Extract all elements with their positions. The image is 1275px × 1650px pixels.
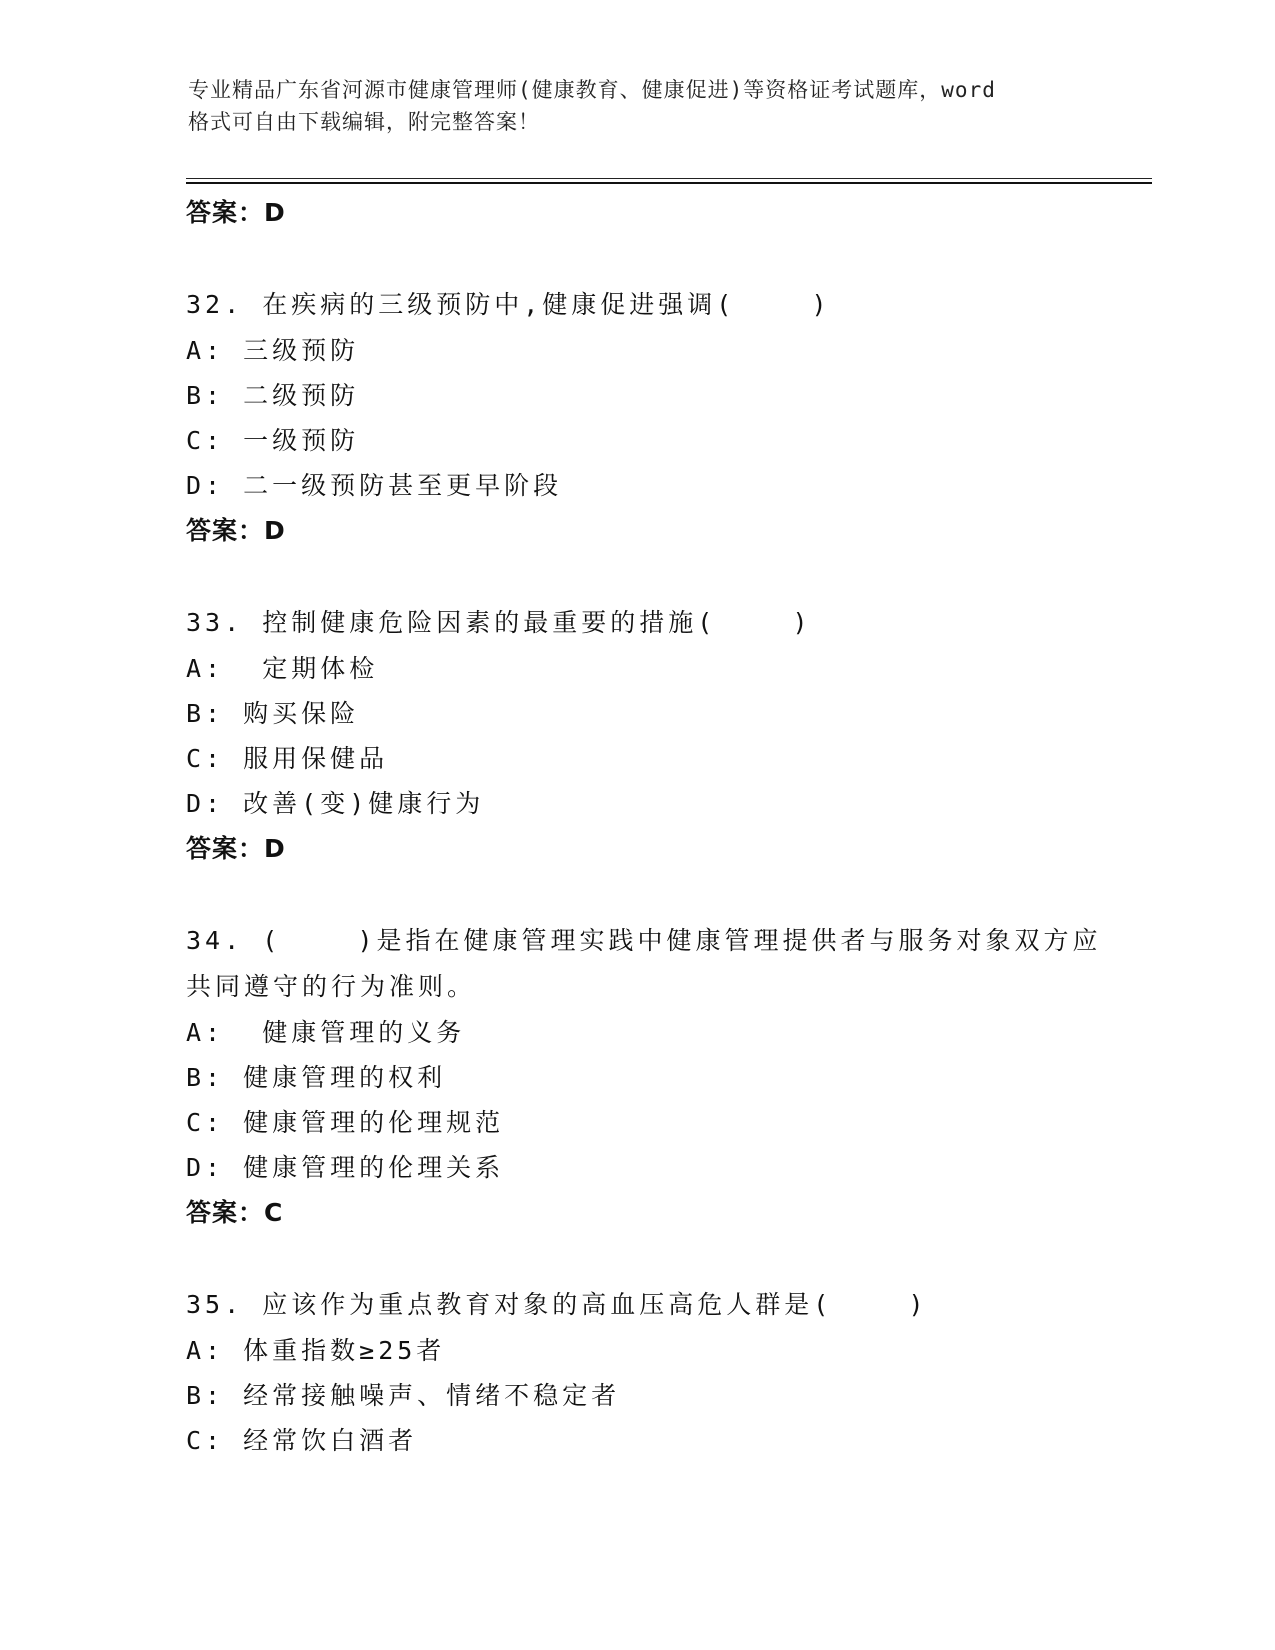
option-a: A: 体重指数≥25者	[186, 1336, 446, 1365]
question-stem: 32. 在疾病的三级预防中,健康促进强调( )	[186, 290, 831, 319]
option-b: B: 二级预防	[186, 381, 360, 410]
option-b: B: 健康管理的权利	[186, 1063, 447, 1092]
option-d: D: 健康管理的伦理关系	[186, 1153, 505, 1182]
question-stem: 35. 应该作为重点教育对象的高血压高危人群是( )	[186, 1290, 928, 1319]
option-d: D: 改善(变)健康行为	[186, 789, 485, 818]
question-32	[186, 282, 1116, 554]
option-b: B: 购买保险	[186, 699, 360, 728]
answer-line: 答案：C	[186, 1198, 284, 1227]
answer-line: 答案：D	[186, 516, 286, 545]
option-a: A: 三级预防	[186, 336, 360, 365]
answer-line: 答案：D	[186, 198, 286, 227]
document-header	[188, 74, 1088, 138]
question-stem-line-2: 共同遵守的行为准则。	[186, 972, 477, 1001]
header-line-2: 格式可自由下载编辑，附完整答案！	[188, 110, 540, 134]
option-c: C: 健康管理的伦理规范	[186, 1108, 505, 1137]
question-stem: 33. 控制健康危险因素的最重要的措施( )	[186, 608, 812, 637]
header-line-1: 专业精品广东省河源市健康管理师(健康教育、健康促进)等资格证考试题库，word	[188, 78, 996, 102]
question-33	[186, 600, 1116, 872]
question-list	[186, 190, 1116, 1463]
question-stem-line-1: 34. ( )是指在健康管理实践中健康管理提供者与服务对象双方应	[186, 926, 1102, 955]
option-a: A: 健康管理的义务	[186, 1018, 466, 1047]
option-c: C: 一级预防	[186, 426, 360, 455]
header-rule-thin	[186, 178, 1152, 179]
option-c: C: 经常饮白酒者	[186, 1426, 418, 1455]
option-a: A: 定期体检	[186, 654, 379, 683]
header-rule-thick	[186, 182, 1152, 184]
question-35	[186, 1282, 1116, 1463]
question-34	[186, 918, 1116, 1236]
option-c: C: 服用保健品	[186, 744, 389, 773]
option-d: D: 二一级预防甚至更早阶段	[186, 471, 563, 500]
answer-line: 答案：D	[186, 834, 286, 863]
option-b: B: 经常接触噪声、情绪不稳定者	[186, 1381, 621, 1410]
